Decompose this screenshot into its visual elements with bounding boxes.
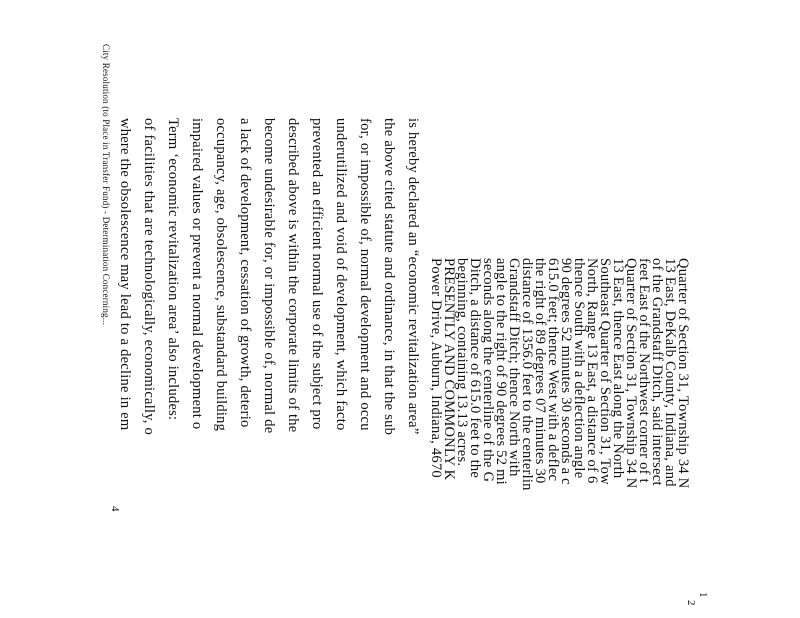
address-line: PRESENTLY AND COMMONLY K	[441, 258, 457, 481]
description-line: thence South with a deflection angle	[571, 258, 587, 479]
description-line: 615.0 feet; thence West with a deflec	[545, 258, 561, 482]
body-line: occupancy, age, obsolescence, substandard building	[213, 118, 229, 432]
description-line: Grandstaff Ditch; thence North with	[506, 258, 522, 477]
body-line: described above is within the corporate limits of the	[285, 118, 301, 433]
description-line: seconds along the centerline of the G	[480, 258, 496, 483]
description-line: 90 degrees 52 minutes 30 seconds a c	[558, 258, 574, 485]
page-number-top: 1	[697, 592, 709, 598]
description-line: 13 East, thence East along the North	[610, 258, 626, 479]
body-line: underutilized and void of development, which facto	[333, 118, 349, 431]
body-line: prevented an efficient normal use of the subject pro	[309, 118, 325, 430]
body-line: for, or impossible of, normal development and occu	[357, 118, 373, 431]
description-line: feet East of the Northwest corner of t	[636, 258, 652, 483]
body-line: of facilities that are technologically, economically, o	[141, 118, 157, 436]
body-line: become undesirable for, or impossible of, normal de	[261, 118, 277, 434]
description-line: of the Grandstaff Ditch, said intersect	[649, 258, 665, 486]
body-line: a lack of development, cessation of growth, deterio	[237, 118, 253, 428]
description-line: Ditch, a distance of 615.0 feet to the	[467, 258, 483, 479]
description-line: Quarter of Section 31, Township 34 N	[675, 258, 691, 489]
page-number-bottom: 4	[109, 506, 121, 512]
description-line: the right of 89 degrees 07 minutes 30	[532, 258, 548, 484]
body-line: is hereby declared an “economic revitalization area”	[405, 118, 421, 435]
description-line: 13 East, DeKalb County, Indiana, and	[662, 258, 678, 487]
description-line: angle to the right of 90 degrees 52 mi	[493, 258, 509, 485]
description-line: Quarter of Section 31, Township 34 N	[623, 258, 639, 489]
page-number-side: 2	[685, 600, 697, 606]
address-line: Power Drive, Auburn, Indiana, 4670	[428, 258, 444, 478]
description-line: beginning, containing 13.13 acres.	[454, 258, 470, 467]
description-line: Southeast Quarter of Section 31, Tow	[597, 258, 613, 485]
description-line: North, Range 13 East, a distance of 6	[584, 258, 600, 484]
description-line: distance of 1356.0 feet to the centerlin	[519, 258, 535, 491]
body-line: impaired values or prevent a normal development o	[189, 118, 205, 430]
body-line: Term ‘economic revitalization area’ also includes:	[165, 118, 181, 421]
body-line: where the obsolescence may lead to a decline in em	[117, 118, 133, 431]
footer-text: City Resolution (to Place in Transfer Fund) - Determination Concerning...	[101, 44, 111, 326]
body-line: the above cited statute and ordinance, in that the sub	[381, 118, 397, 436]
